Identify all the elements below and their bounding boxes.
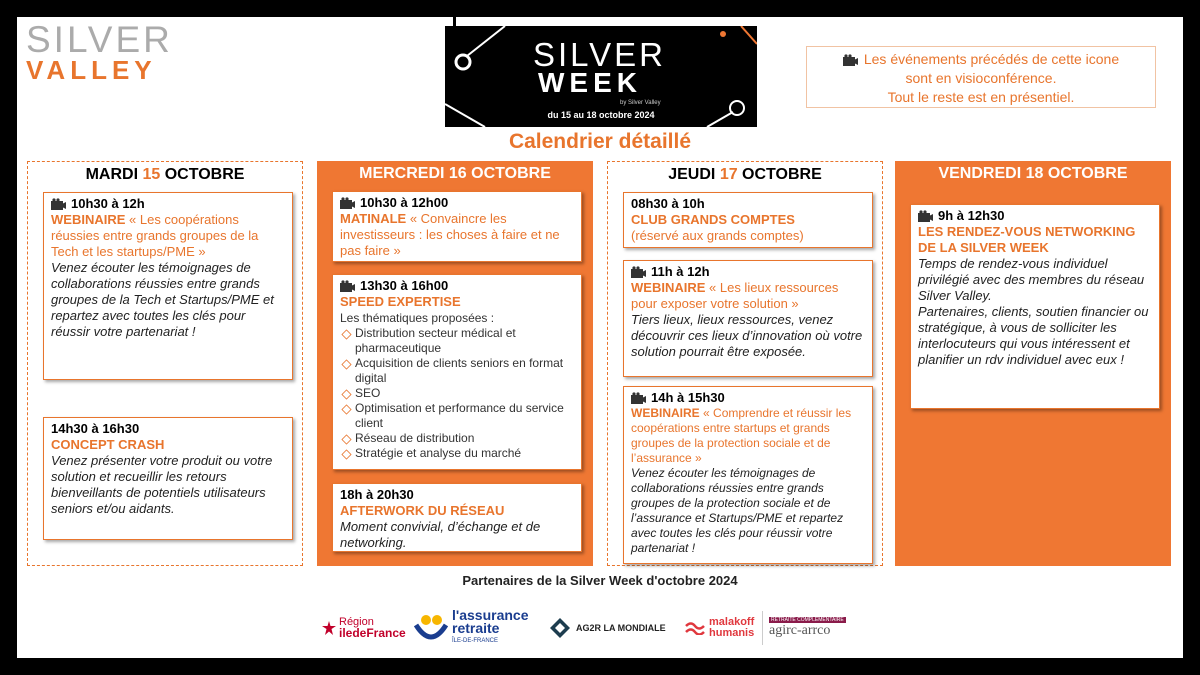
malakoff-wave-icon bbox=[685, 621, 705, 635]
camera-icon bbox=[51, 198, 66, 210]
partner-agirc-arrco-logo: RETRAITE COMPLÉMENTAIRE agirc-arrco bbox=[762, 611, 846, 645]
partner-assurance-retraite-logo: l'assurance retraite ÎLE-DE-FRANCE bbox=[414, 611, 529, 645]
day-column-wednesday bbox=[317, 161, 593, 566]
list-item: Stratégie et analyse du marché bbox=[340, 446, 574, 461]
event-description: Tiers lieux, lieux ressources, venez découvrir ces lieux d’innovation où votre solution pourrait être exposée. bbox=[631, 312, 863, 359]
event-type: CONCEPT CRASH bbox=[51, 437, 165, 452]
camera-icon bbox=[340, 280, 355, 292]
partner-region-idf-logo: Région iledeFrance bbox=[322, 611, 406, 645]
slide bbox=[17, 17, 1183, 658]
camera-icon bbox=[631, 392, 646, 404]
event-time: 08h30 à 10h bbox=[631, 196, 705, 211]
event-time: 14h à 15h30 bbox=[631, 390, 865, 406]
camera-icon bbox=[918, 210, 933, 222]
event-type: LES RENDEZ-VOUS NETWORKING DE LA SILVER WEEK bbox=[918, 224, 1136, 255]
day-heading: JEUDI 17 OCTOBRE bbox=[668, 166, 822, 183]
logo-valley-text: VALLEY bbox=[26, 55, 157, 85]
event-note: (réservé aux grands comptes) bbox=[631, 228, 804, 243]
logo-silver-text: SILVER bbox=[26, 19, 173, 60]
banner-week-text: WEEK bbox=[538, 67, 642, 98]
list-item: Acquisition de clients seniors en format digital bbox=[340, 356, 574, 386]
silver-valley-logo bbox=[26, 19, 173, 85]
silver-week-banner bbox=[445, 26, 757, 127]
event-time: 18h à 20h30 bbox=[340, 487, 414, 502]
day-column-thursday bbox=[607, 161, 883, 566]
decor-line bbox=[453, 17, 456, 26]
event-type: WEBINAIRE bbox=[51, 212, 126, 227]
page-title: Calendrier détaillé bbox=[508, 130, 692, 153]
camera-icon bbox=[631, 266, 646, 278]
region-star-icon bbox=[322, 621, 336, 635]
event-type: AFTERWORK DU RÉSEAU bbox=[340, 503, 505, 518]
notice-line1: Les événements précédés de cette icone bbox=[863, 51, 1120, 67]
event-time: 10h30 à 12h00 bbox=[340, 195, 574, 211]
camera-icon bbox=[340, 197, 355, 209]
list-item: Réseau de distribution bbox=[340, 431, 574, 446]
event-card bbox=[332, 483, 582, 552]
banner-by-text: by Silver Valley bbox=[620, 100, 661, 106]
event-card bbox=[623, 192, 873, 248]
day-heading: VENDREDI 18 OCTOBRE bbox=[938, 165, 1128, 182]
event-description: Moment convivial, d’échange et de networking. bbox=[340, 519, 541, 550]
event-title: « Les lieux ressources pour exposer votre solution » bbox=[631, 280, 839, 311]
notice-line3: Tout le reste est en présentiel. bbox=[887, 89, 1075, 105]
event-card bbox=[910, 204, 1160, 409]
event-title: « Les coopérations réussies entre grands groupes de la Tech et les startups/PME » bbox=[51, 212, 259, 259]
theme-list bbox=[340, 326, 574, 461]
event-card bbox=[623, 260, 873, 377]
event-description: Venez présenter votre produit ou votre solution et recueillir les retours bienveillants de potentiels utilisateurs seniors et/ou aidants. bbox=[51, 453, 273, 516]
banner-silver-text: SILVER bbox=[533, 36, 666, 73]
assurance-smile-icon bbox=[414, 613, 448, 643]
partner-ag2r-logo: AG2R LA MONDIALE bbox=[549, 611, 666, 645]
event-time: 10h30 à 12h bbox=[51, 196, 285, 212]
day-column-friday bbox=[895, 161, 1171, 566]
event-time: 13h30 à 16h00 bbox=[340, 278, 574, 294]
event-type: WEBINAIRE bbox=[631, 406, 700, 420]
event-title: « Comprendre et réussir les coopérations entre startups et grands groupes de la protection sociale et de l’assurance » bbox=[631, 406, 852, 465]
list-item: Optimisation et performance du service client bbox=[340, 401, 574, 431]
event-type: MATINALE bbox=[340, 211, 407, 226]
event-title: « Convaincre les investisseurs : les choses à faire et ne pas faire » bbox=[340, 211, 560, 258]
event-time: 9h à 12h30 bbox=[918, 208, 1152, 224]
list-item: Distribution secteur médical et pharmaceutique bbox=[340, 326, 574, 356]
partner-malakoff-logo: malakoff humanis bbox=[685, 611, 754, 645]
banner-dates: du 15 au 18 octobre 2024 bbox=[547, 110, 655, 120]
event-description: Venez écouter les témoignages de collaborations réussies entre grands groupes de la Tech et Startups/PME et repartez avec toutes les clés pour réussir votre partenariat ! bbox=[51, 260, 274, 339]
event-type: SPEED EXPERTISE bbox=[340, 294, 461, 309]
list-item: SEO bbox=[340, 386, 574, 401]
event-card bbox=[332, 274, 582, 470]
day-heading: MERCREDI 16 OCTOBRE bbox=[359, 165, 551, 182]
day-heading: MARDI 15 OCTOBRE bbox=[85, 166, 245, 183]
notice-line2: sont en visioconférence. bbox=[905, 70, 1057, 86]
visio-notice bbox=[806, 46, 1156, 108]
event-type: WEBINAIRE bbox=[631, 280, 706, 295]
event-time: 11h à 12h bbox=[631, 264, 865, 280]
event-type: CLUB GRANDS COMPTES bbox=[631, 212, 795, 227]
ag2r-icon bbox=[549, 617, 571, 639]
camera-icon bbox=[843, 54, 858, 66]
event-description-2: Partenaires, clients, soutien financier ou stratégique, à vous de solliciter les interlocuteurs qui vous intéressent et planifier un rdv individuel avec eux ! bbox=[918, 304, 1149, 367]
day-column-tuesday bbox=[27, 161, 303, 566]
event-card bbox=[43, 417, 293, 540]
event-time: 14h30 à 16h30 bbox=[51, 421, 140, 436]
event-card bbox=[43, 192, 293, 380]
event-description: Venez écouter les témoignages de collaborations réussies entre grands groupes de la protection sociale et de l’assurance et Startups/PME et repartez avec toutes les clés pour réussir votre partenariat ! bbox=[631, 466, 844, 555]
event-description: Temps de rendez-vous individuel privilégié avec des membres du réseau Silver Valley. bbox=[918, 256, 1145, 303]
event-card bbox=[332, 191, 582, 262]
event-intro: Les thématiques proposées : bbox=[340, 311, 495, 325]
event-card bbox=[623, 386, 873, 564]
partners-title: Partenaires de la Silver Week d'octobre 2024 bbox=[462, 573, 738, 588]
